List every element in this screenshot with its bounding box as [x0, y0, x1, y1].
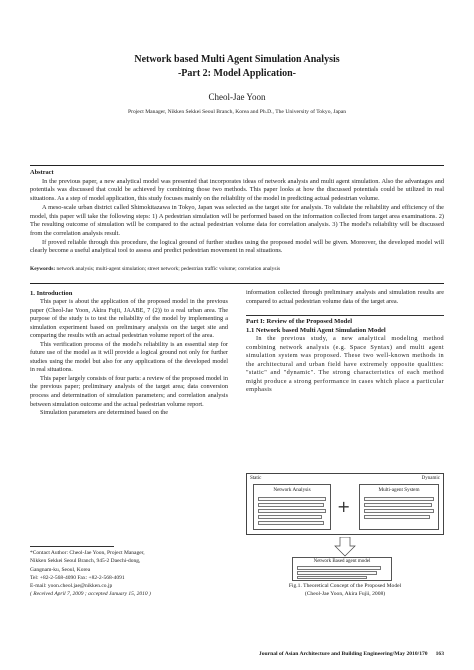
figure-1: [246, 473, 444, 658]
body-paragraph: information collected through preliminary analysis and simulation results are compared to actual pedestrian volume data of the target area.: [246, 289, 444, 305]
journal-citation: Journal of Asian Architecture and Building Engineering/May 2010/170: [258, 651, 428, 657]
body-paragraph: This paper is about the application of the proposed model in the previous paper (Cheol-Jae Yoon, Akira Fujii, JAABE, 7 (2)) to a real urban area. The purpose of the study is to test the reliability of the model by implementing a simulation experiment based on preliminary analysis on the target site and comparing the results with an actual pedestrian volume report of the area.: [30, 298, 228, 340]
keywords-label: Keywords:: [30, 266, 56, 272]
caption-line: Fig.1. Theoretical Concept of the Proposed Model: [288, 583, 402, 589]
footnote-rule: [30, 546, 114, 547]
diagram-line: [258, 521, 324, 525]
diagram-line: [258, 497, 326, 501]
keywords-text: network analysis; multi-agent simulation; street network; pedestrian traffic volume; correlation analysis: [56, 266, 281, 272]
abstract-paragraph: In the previous paper, a new analytical model was presented that incorporates ideas of network analysis and multi agent simulation. Also the advantages and potentials was discussed that could be achieved by combining those two methods. This paper looks at how the discussed potentials could be utilized in real situations. As a step of model application, this study focuses mainly on the reliability of the model in predicting actual pedestrian volume.: [30, 177, 444, 203]
diagram-line: [258, 503, 324, 507]
footnote-line: *Contact Author: Cheol-Jae Yoon, Project Manager,: [30, 550, 145, 556]
abstract-paragraph: A meso-scale urban district called Shimokitazawa in Tokyo, Japan was selected as the target site for analysis. To validate the reliability and efficiency of the model, this paper will take the following steps: 1) A pedestrian simulation will be performed based on the information collected from target area examinations. 2) The resulting outcome of simulation will be compared to the actual pedestrian volume data for correlation analysis. 3) The model's reliability will be discussed from the correlation analysis result.: [30, 203, 444, 237]
contact-footnote: [30, 549, 230, 599]
diagram-line: [364, 509, 434, 513]
diagram-line: [258, 515, 322, 519]
diagram-line: [364, 503, 432, 507]
footnote-line: Nikken Sekkei Seoul Branch, 945-2 Daechi-dong,: [30, 558, 141, 565]
figure-frame: [246, 473, 444, 535]
part-heading: Part I: Review of the Proposed Model: [246, 315, 444, 326]
paper-title: Network based Multi Agent Simulation Analysis: [134, 54, 340, 65]
diagram-line: [364, 515, 430, 519]
combined-model-box: [292, 557, 392, 581]
footnote-line: Tel: +82-2-568-4090 Fax: +82-2-568-4091: [30, 574, 125, 581]
abstract-heading: Abstract: [30, 169, 54, 176]
right-column: [246, 289, 444, 395]
plus-symbol: +: [337, 497, 351, 516]
diagram-line: [297, 571, 377, 575]
diagram-line: [258, 509, 326, 513]
combined-model-title: Network Based agent model: [313, 559, 371, 564]
dynamic-label: Dynamic: [421, 476, 440, 481]
section-heading-introduction: 1. Introduction: [30, 290, 73, 297]
body-paragraph: This paper largely consists of four parts: a review of the proposed model in the previous paper; preliminary analysis of the target area; data conversion process and determination of simulation parameters; and correlation analysis between simulation outcome and the actual pedestrian volume report.: [30, 374, 228, 408]
static-label: Static: [250, 476, 262, 481]
body-paragraph: This verification process of the model's reliability is an essential step for future use of the model as it will provide a logical ground not only for further studies using the model but also for any applications of the developed model in real situations.: [30, 340, 228, 374]
footnote-email: E-mail: yoon.cheol.jae@nikken.co.jp: [30, 583, 113, 590]
abstract-bottom-rule: [30, 283, 444, 284]
multi-agent-title: Multi-agent System: [378, 487, 420, 493]
author-name: Cheol-Jae Yoon: [208, 92, 266, 102]
multi-agent-box: [359, 484, 439, 530]
diagram-line: [297, 566, 381, 570]
down-arrow-icon: [334, 537, 356, 557]
body-paragraph: In the previous study, a new analytical modeling method combining network analysis (e.g. Space Syntax) and multi agent simulation system was proposed. These two well-known methods in the architectural and urban field have extremely opposite qualities: "static" and "dynamic". The strong characteristics of each method might produce a strong performance in cases which place a particular emphasis: [246, 335, 444, 394]
abstract: [30, 169, 444, 256]
abstract-paragraph: If proved reliable through this procedure, the logical ground of further studies using the proposed model will be given. Moreover, the developed model will clearly become a useful analytical tool to assess and predict pedestrian movement in real situations.: [30, 238, 444, 255]
caption-line: (Cheol-Jae Yoon, Akira Fujii, 2008): [304, 590, 386, 597]
page-footer: [230, 651, 444, 657]
diagram-line: [364, 497, 434, 501]
body-paragraph: Simulation parameters are determined based on the: [40, 409, 169, 417]
subsection-heading: 1.1 Network based Multi Agent Simulation Model: [246, 327, 386, 335]
footnote-line: Gangnam-ku, Seoul, Korea: [30, 566, 91, 573]
keywords: [30, 265, 444, 273]
title-block: [0, 53, 474, 81]
author-affiliation: Project Manager, Nikken Sekkei Seoul Branch, Korea and Ph.D., The University of Tokyo, Japan: [127, 109, 347, 115]
figure-caption: [246, 583, 444, 598]
network-analysis-title: Network Analysis: [273, 487, 311, 493]
abstract-top-rule: [30, 165, 444, 166]
diagram-line: [297, 576, 367, 579]
received-date: ( Received April 7, 2009 ; accepted January 15, 2010 ): [30, 591, 151, 598]
network-analysis-box: [253, 484, 331, 530]
page-number: 163: [435, 651, 444, 657]
paper-subtitle: -Part 2: Model Application-: [177, 68, 297, 79]
left-column: [30, 289, 228, 418]
